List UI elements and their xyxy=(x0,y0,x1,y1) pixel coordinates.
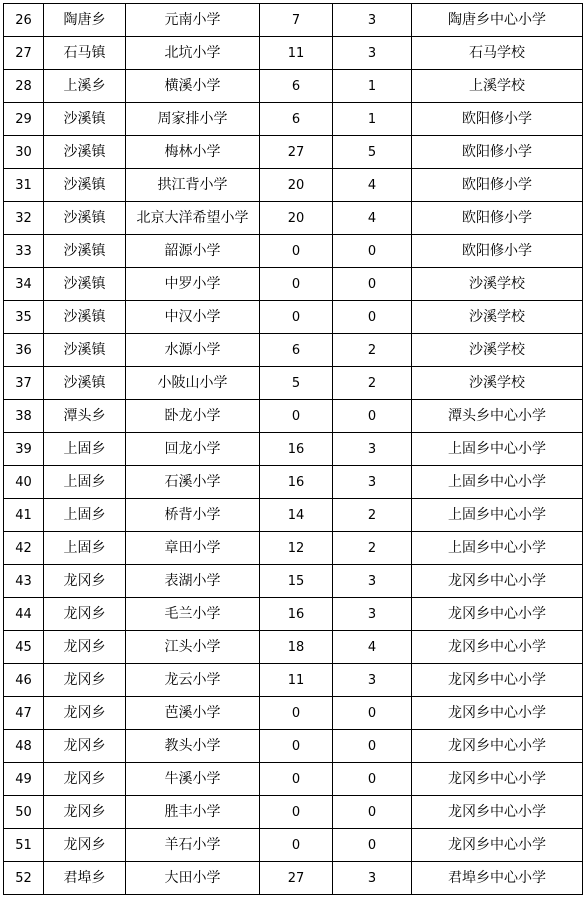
row-number-cell: 50 xyxy=(4,796,44,829)
count-b-cell: 4 xyxy=(333,169,412,202)
count-b-cell: 0 xyxy=(333,268,412,301)
row-number-cell: 49 xyxy=(4,763,44,796)
school-name-cell: 教头小学 xyxy=(126,730,260,763)
count-b-cell: 3 xyxy=(333,466,412,499)
town-name-cell: 上固乡 xyxy=(44,499,126,532)
row-number-cell: 46 xyxy=(4,664,44,697)
count-b-cell: 3 xyxy=(333,4,412,37)
school-name-cell: 表湖小学 xyxy=(126,565,260,598)
town-name-cell: 沙溪镇 xyxy=(44,103,126,136)
row-number-cell: 48 xyxy=(4,730,44,763)
school-name-cell: 中汉小学 xyxy=(126,301,260,334)
count-a-cell: 0 xyxy=(260,796,333,829)
school-name-cell: 毛兰小学 xyxy=(126,598,260,631)
town-name-cell: 龙冈乡 xyxy=(44,631,126,664)
count-a-cell: 0 xyxy=(260,235,333,268)
table-row xyxy=(4,532,583,565)
merge-target-cell: 沙溪学校 xyxy=(412,268,583,301)
merge-target-cell: 龙冈乡中心小学 xyxy=(412,829,583,862)
count-a-cell: 6 xyxy=(260,103,333,136)
school-name-cell: 梅林小学 xyxy=(126,136,260,169)
merge-target-cell: 上固乡中心小学 xyxy=(412,499,583,532)
school-name-cell: 芭溪小学 xyxy=(126,697,260,730)
merge-target-cell: 欧阳修小学 xyxy=(412,169,583,202)
school-name-cell: 大田小学 xyxy=(126,862,260,895)
school-name-cell: 韶源小学 xyxy=(126,235,260,268)
row-number-cell: 32 xyxy=(4,202,44,235)
merge-target-cell: 陶唐乡中心小学 xyxy=(412,4,583,37)
merge-target-cell: 龙冈乡中心小学 xyxy=(412,664,583,697)
merge-target-cell: 欧阳修小学 xyxy=(412,103,583,136)
town-name-cell: 沙溪镇 xyxy=(44,202,126,235)
count-b-cell: 1 xyxy=(333,103,412,136)
merge-target-cell: 龙冈乡中心小学 xyxy=(412,598,583,631)
merge-target-cell: 龙冈乡中心小学 xyxy=(412,730,583,763)
merge-target-cell: 龙冈乡中心小学 xyxy=(412,565,583,598)
table-row xyxy=(4,664,583,697)
table-row xyxy=(4,763,583,796)
town-name-cell: 沙溪镇 xyxy=(44,367,126,400)
table-row xyxy=(4,433,583,466)
table-row xyxy=(4,796,583,829)
town-name-cell: 上固乡 xyxy=(44,532,126,565)
count-b-cell: 2 xyxy=(333,334,412,367)
town-name-cell: 龙冈乡 xyxy=(44,697,126,730)
school-name-cell: 横溪小学 xyxy=(126,70,260,103)
row-number-cell: 43 xyxy=(4,565,44,598)
town-name-cell: 沙溪镇 xyxy=(44,334,126,367)
row-number-cell: 27 xyxy=(4,37,44,70)
count-a-cell: 0 xyxy=(260,829,333,862)
count-a-cell: 27 xyxy=(260,136,333,169)
town-name-cell: 上固乡 xyxy=(44,466,126,499)
count-b-cell: 3 xyxy=(333,565,412,598)
count-b-cell: 3 xyxy=(333,862,412,895)
table-row xyxy=(4,598,583,631)
town-name-cell: 石马镇 xyxy=(44,37,126,70)
table-row xyxy=(4,268,583,301)
count-a-cell: 0 xyxy=(260,730,333,763)
table-row xyxy=(4,862,583,895)
school-name-cell: 桥背小学 xyxy=(126,499,260,532)
table-row xyxy=(4,367,583,400)
merge-target-cell: 上固乡中心小学 xyxy=(412,532,583,565)
town-name-cell: 龙冈乡 xyxy=(44,730,126,763)
school-name-cell: 牛溪小学 xyxy=(126,763,260,796)
school-name-cell: 小陂山小学 xyxy=(126,367,260,400)
count-b-cell: 0 xyxy=(333,796,412,829)
count-b-cell: 0 xyxy=(333,763,412,796)
merge-target-cell: 龙冈乡中心小学 xyxy=(412,796,583,829)
table-row xyxy=(4,829,583,862)
table-row xyxy=(4,169,583,202)
town-name-cell: 沙溪镇 xyxy=(44,301,126,334)
row-number-cell: 36 xyxy=(4,334,44,367)
count-b-cell: 0 xyxy=(333,697,412,730)
table-body xyxy=(4,4,583,895)
school-name-cell: 拱江背小学 xyxy=(126,169,260,202)
count-a-cell: 7 xyxy=(260,4,333,37)
row-number-cell: 42 xyxy=(4,532,44,565)
count-b-cell: 2 xyxy=(333,367,412,400)
merge-target-cell: 上固乡中心小学 xyxy=(412,433,583,466)
merge-target-cell: 欧阳修小学 xyxy=(412,235,583,268)
town-name-cell: 上溪乡 xyxy=(44,70,126,103)
count-a-cell: 27 xyxy=(260,862,333,895)
row-number-cell: 31 xyxy=(4,169,44,202)
school-name-cell: 江头小学 xyxy=(126,631,260,664)
merge-target-cell: 沙溪学校 xyxy=(412,334,583,367)
count-a-cell: 15 xyxy=(260,565,333,598)
school-name-cell: 石溪小学 xyxy=(126,466,260,499)
table-row xyxy=(4,631,583,664)
merge-target-cell: 潭头乡中心小学 xyxy=(412,400,583,433)
town-name-cell: 龙冈乡 xyxy=(44,796,126,829)
count-a-cell: 16 xyxy=(260,598,333,631)
row-number-cell: 37 xyxy=(4,367,44,400)
town-name-cell: 君埠乡 xyxy=(44,862,126,895)
count-a-cell: 0 xyxy=(260,400,333,433)
count-a-cell: 5 xyxy=(260,367,333,400)
count-a-cell: 14 xyxy=(260,499,333,532)
table-row xyxy=(4,334,583,367)
count-b-cell: 3 xyxy=(333,433,412,466)
town-name-cell: 上固乡 xyxy=(44,433,126,466)
count-a-cell: 0 xyxy=(260,268,333,301)
row-number-cell: 45 xyxy=(4,631,44,664)
count-b-cell: 0 xyxy=(333,301,412,334)
row-number-cell: 38 xyxy=(4,400,44,433)
count-a-cell: 11 xyxy=(260,37,333,70)
merge-target-cell: 上固乡中心小学 xyxy=(412,466,583,499)
count-a-cell: 0 xyxy=(260,697,333,730)
row-number-cell: 44 xyxy=(4,598,44,631)
row-number-cell: 34 xyxy=(4,268,44,301)
merge-target-cell: 龙冈乡中心小学 xyxy=(412,631,583,664)
school-table xyxy=(3,3,583,895)
merge-target-cell: 欧阳修小学 xyxy=(412,136,583,169)
school-name-cell: 北坑小学 xyxy=(126,37,260,70)
table-row xyxy=(4,70,583,103)
table-row xyxy=(4,565,583,598)
table-row xyxy=(4,37,583,70)
count-b-cell: 1 xyxy=(333,70,412,103)
merge-target-cell: 沙溪学校 xyxy=(412,301,583,334)
count-a-cell: 16 xyxy=(260,466,333,499)
town-name-cell: 龙冈乡 xyxy=(44,565,126,598)
town-name-cell: 沙溪镇 xyxy=(44,169,126,202)
school-name-cell: 龙云小学 xyxy=(126,664,260,697)
count-a-cell: 0 xyxy=(260,763,333,796)
row-number-cell: 47 xyxy=(4,697,44,730)
count-b-cell: 2 xyxy=(333,532,412,565)
merge-target-cell: 欧阳修小学 xyxy=(412,202,583,235)
school-name-cell: 回龙小学 xyxy=(126,433,260,466)
count-a-cell: 6 xyxy=(260,334,333,367)
count-b-cell: 0 xyxy=(333,730,412,763)
merge-target-cell: 龙冈乡中心小学 xyxy=(412,697,583,730)
town-name-cell: 沙溪镇 xyxy=(44,268,126,301)
row-number-cell: 41 xyxy=(4,499,44,532)
table-row xyxy=(4,466,583,499)
table-row xyxy=(4,499,583,532)
school-name-cell: 水源小学 xyxy=(126,334,260,367)
count-b-cell: 0 xyxy=(333,829,412,862)
table-row xyxy=(4,103,583,136)
table-row xyxy=(4,301,583,334)
count-b-cell: 3 xyxy=(333,37,412,70)
count-a-cell: 20 xyxy=(260,202,333,235)
school-name-cell: 胜丰小学 xyxy=(126,796,260,829)
count-b-cell: 3 xyxy=(333,664,412,697)
row-number-cell: 51 xyxy=(4,829,44,862)
count-b-cell: 3 xyxy=(333,598,412,631)
town-name-cell: 沙溪镇 xyxy=(44,136,126,169)
row-number-cell: 39 xyxy=(4,433,44,466)
count-b-cell: 2 xyxy=(333,499,412,532)
row-number-cell: 29 xyxy=(4,103,44,136)
school-name-cell: 周家排小学 xyxy=(126,103,260,136)
count-b-cell: 4 xyxy=(333,202,412,235)
count-a-cell: 0 xyxy=(260,301,333,334)
town-name-cell: 龙冈乡 xyxy=(44,664,126,697)
town-name-cell: 陶唐乡 xyxy=(44,4,126,37)
row-number-cell: 35 xyxy=(4,301,44,334)
merge-target-cell: 君埠乡中心小学 xyxy=(412,862,583,895)
town-name-cell: 龙冈乡 xyxy=(44,763,126,796)
school-name-cell: 元南小学 xyxy=(126,4,260,37)
count-a-cell: 12 xyxy=(260,532,333,565)
count-a-cell: 16 xyxy=(260,433,333,466)
merge-target-cell: 上溪学校 xyxy=(412,70,583,103)
count-a-cell: 6 xyxy=(260,70,333,103)
town-name-cell: 沙溪镇 xyxy=(44,235,126,268)
town-name-cell: 龙冈乡 xyxy=(44,598,126,631)
school-name-cell: 章田小学 xyxy=(126,532,260,565)
table-row xyxy=(4,235,583,268)
table-row xyxy=(4,202,583,235)
merge-target-cell: 沙溪学校 xyxy=(412,367,583,400)
count-b-cell: 0 xyxy=(333,400,412,433)
row-number-cell: 33 xyxy=(4,235,44,268)
table-row xyxy=(4,136,583,169)
row-number-cell: 30 xyxy=(4,136,44,169)
table-row xyxy=(4,400,583,433)
school-name-cell: 中罗小学 xyxy=(126,268,260,301)
count-b-cell: 0 xyxy=(333,235,412,268)
count-a-cell: 11 xyxy=(260,664,333,697)
count-b-cell: 4 xyxy=(333,631,412,664)
merge-target-cell: 龙冈乡中心小学 xyxy=(412,763,583,796)
merge-target-cell: 石马学校 xyxy=(412,37,583,70)
school-name-cell: 卧龙小学 xyxy=(126,400,260,433)
table-row xyxy=(4,730,583,763)
school-name-cell: 羊石小学 xyxy=(126,829,260,862)
table-row xyxy=(4,4,583,37)
count-b-cell: 5 xyxy=(333,136,412,169)
count-a-cell: 18 xyxy=(260,631,333,664)
count-a-cell: 20 xyxy=(260,169,333,202)
row-number-cell: 40 xyxy=(4,466,44,499)
row-number-cell: 52 xyxy=(4,862,44,895)
town-name-cell: 龙冈乡 xyxy=(44,829,126,862)
row-number-cell: 26 xyxy=(4,4,44,37)
table-row xyxy=(4,697,583,730)
school-name-cell: 北京大洋希望小学 xyxy=(126,202,260,235)
town-name-cell: 潭头乡 xyxy=(44,400,126,433)
row-number-cell: 28 xyxy=(4,70,44,103)
